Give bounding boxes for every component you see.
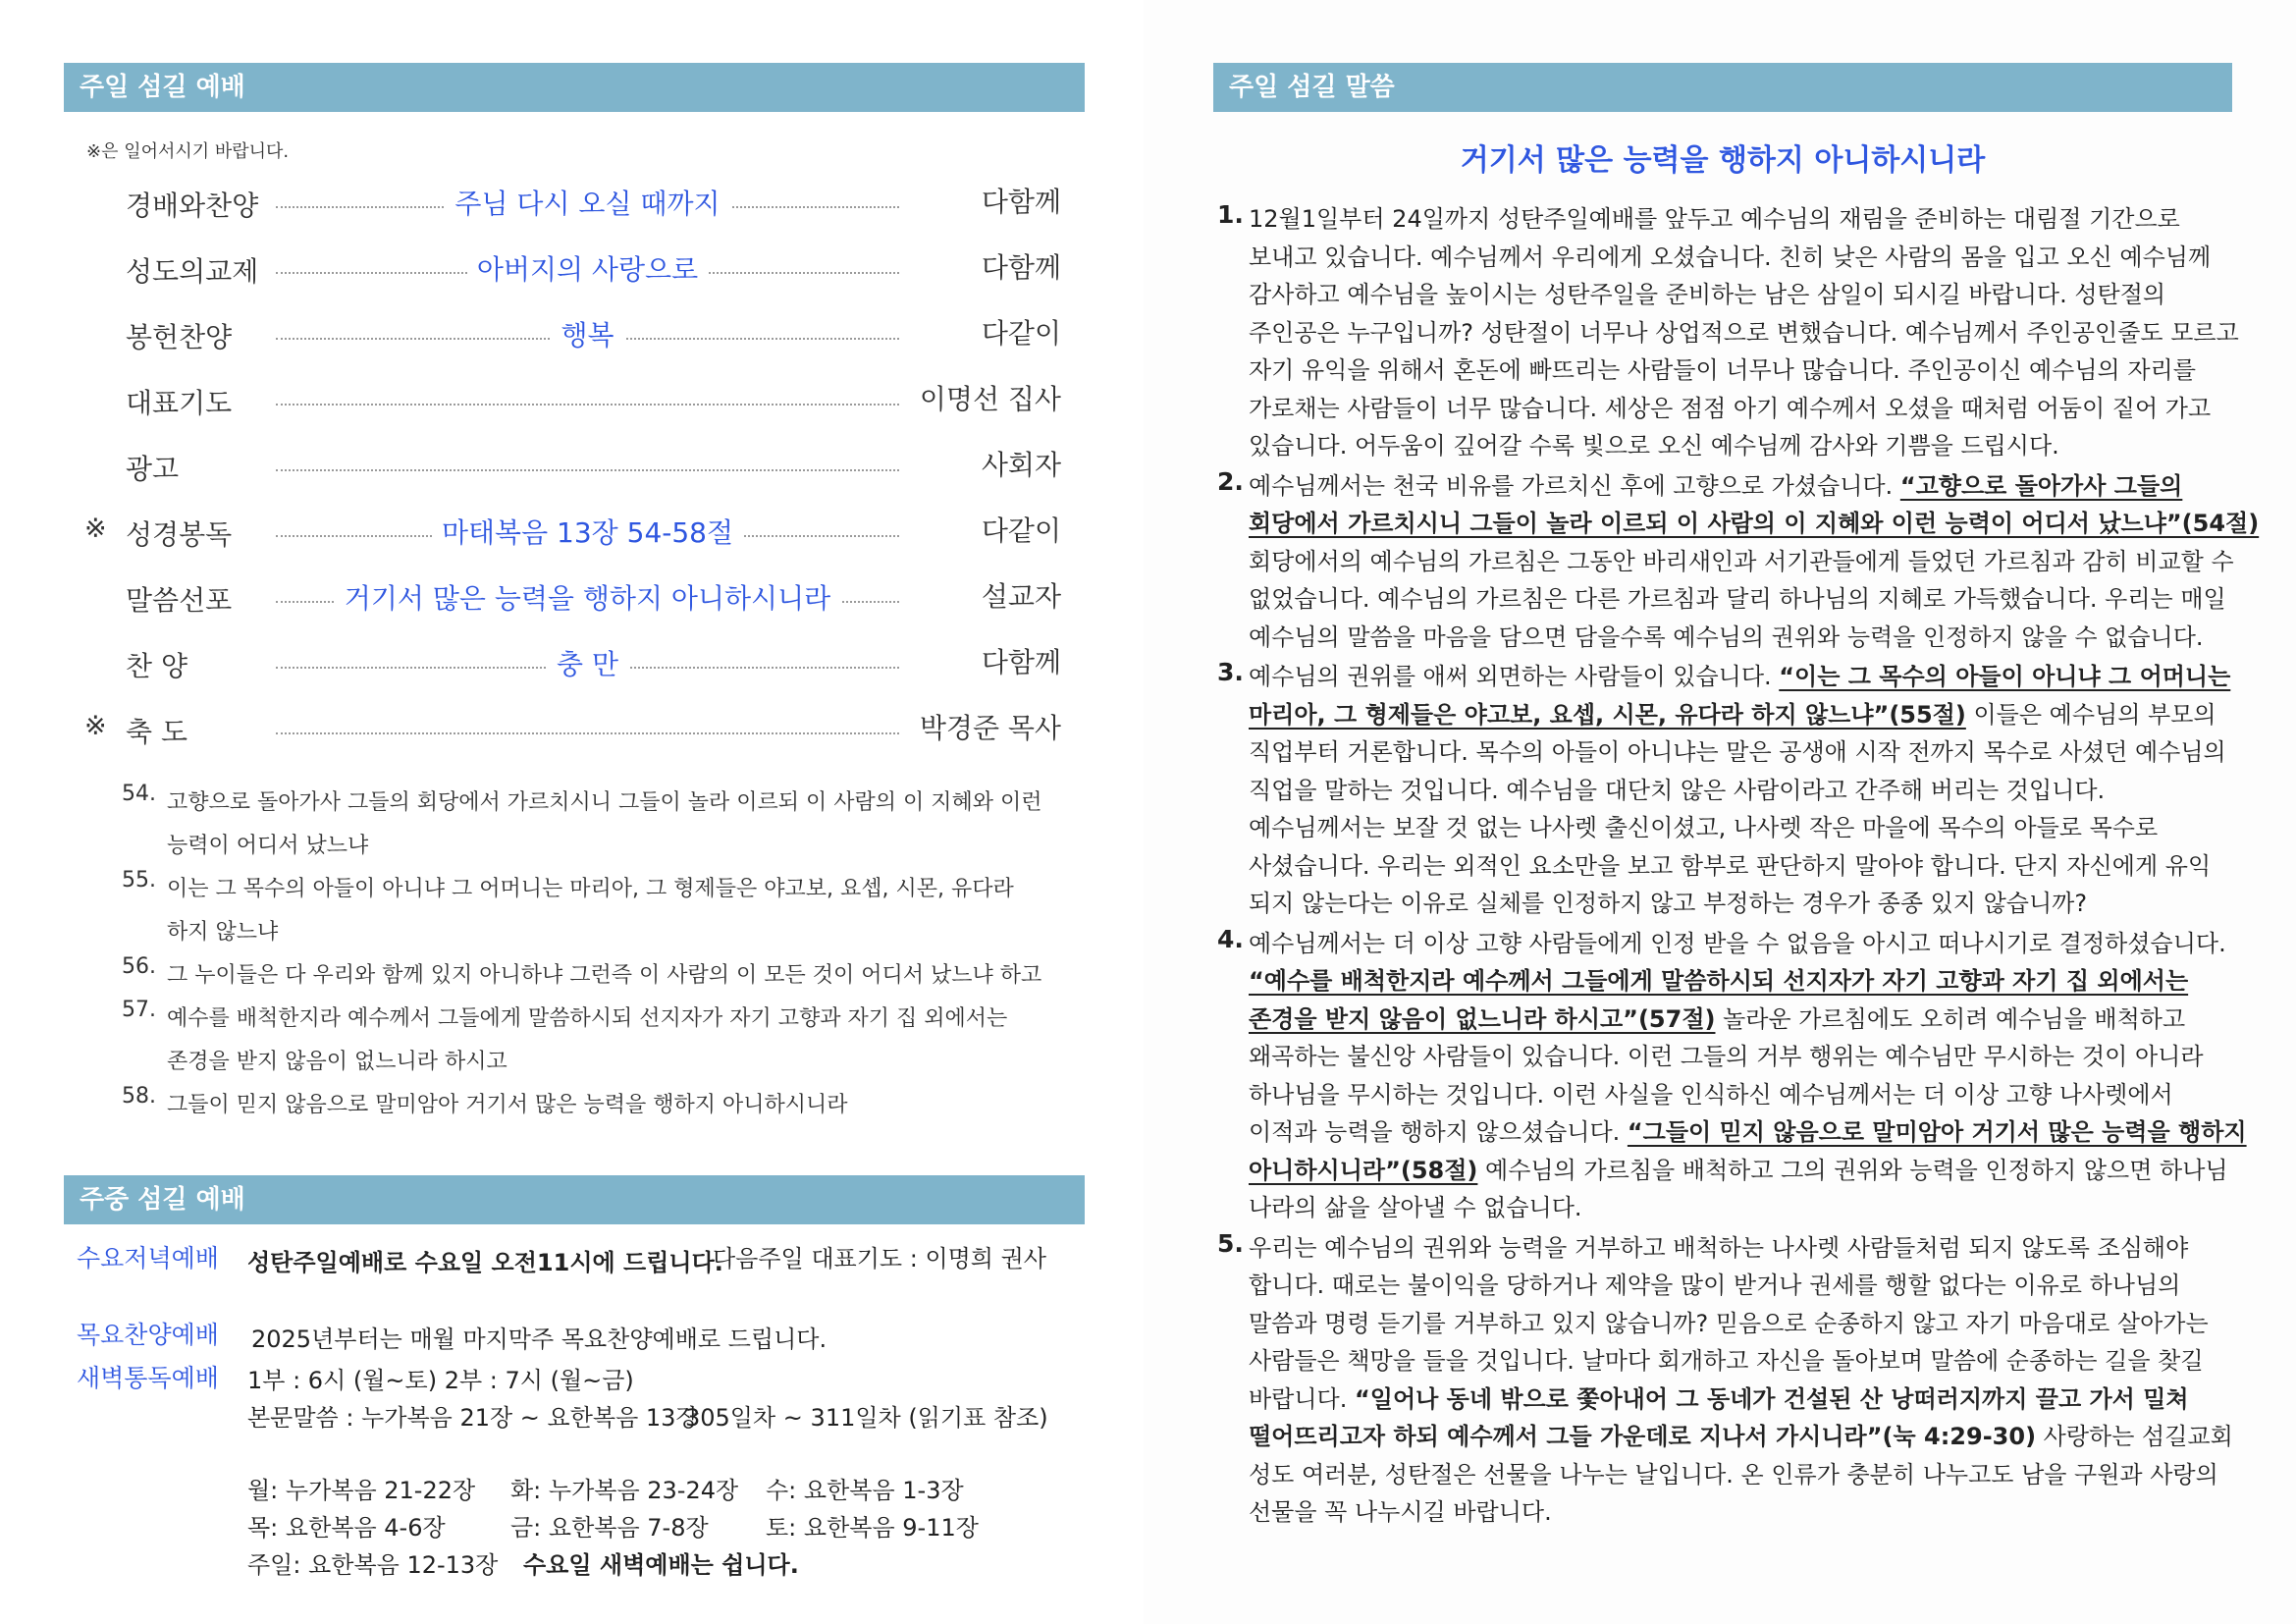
text-run: 말씀과 명령 듣기를 거부하고 있지 않습니까? 믿음으로 순종하지 않고 자기 마음대로 살아가는 — [1249, 1309, 2209, 1337]
paragraph-number: 1. — [1217, 200, 1244, 229]
paragraph-number: 2. — [1217, 466, 1244, 496]
dawn-service-time: 1부 : 6시 (월~토) 2부 : 7시 (월~금) — [247, 1367, 634, 1394]
verse-text — [167, 782, 1109, 868]
quote-text: 회당에서 가르치시니 그들이 놀라 이르되 이 사람의 이 지혜와 이런 능력이 어디서 났느냐”(54절) — [1249, 510, 2260, 537]
standing-mark: ※ — [84, 711, 107, 741]
order-title — [276, 314, 899, 353]
paragraph-line — [1249, 239, 2262, 277]
order-title — [276, 577, 899, 617]
paragraph-line — [1249, 809, 2262, 847]
verse-line: 고향으로 돌아가사 그들의 회당에서 가르치시니 그들이 놀라 이르되 이 사람의 이 지혜와 이런 — [167, 790, 1042, 815]
verse-line: 하지 않느냐 — [167, 920, 279, 945]
quote-text: 떨어뜨리고자 하되 예수께서 그들 가운데로 지나서 가시니라”(눅 4:29-30) — [1249, 1423, 2037, 1450]
order-item: 성경봉독 — [126, 518, 233, 551]
paragraph-line — [1249, 962, 2262, 1001]
dotted-leader — [276, 469, 899, 471]
verse-number: 58. — [122, 1084, 156, 1109]
order-row — [84, 312, 1061, 355]
thursday-service-text: 2025년부터는 매월 마지막주 목요찬양예배로 드립니다. — [251, 1326, 828, 1353]
verse-line: 존경을 받지 않음이 없느니라 하시고 — [167, 1050, 507, 1074]
text-run: 이적과 능력을 행하지 않으셨습니다. — [1249, 1118, 1628, 1146]
order-row — [84, 246, 1061, 290]
order-row — [84, 707, 1061, 750]
paragraph-line — [1249, 390, 2262, 428]
order-title — [276, 183, 899, 222]
verse-number: 57. — [122, 998, 156, 1022]
order-title-text: 주님 다시 오실 때까지 — [445, 188, 729, 220]
sermon-title: 거기서 많은 능력을 행하지 아니하시니라 — [1460, 143, 1986, 178]
text-run: 사람들은 책망을 들을 것입니다. 날마다 회개하고 자신을 돌아보며 말씀에 순종하는 길을 찾길 — [1249, 1347, 2204, 1375]
order-item: 대표기도 — [126, 387, 233, 419]
midweek-service-header: 주중 섬길 예배 — [64, 1175, 1085, 1224]
thursday-service-label: 목요찬양예배 — [77, 1321, 219, 1349]
verse-line: 그 누이들은 다 우리와 함께 있지 아니하냐 그런즉 이 사람의 이 모든 것이 어디서 났느냐 하고 — [167, 963, 1042, 988]
order-item: 경배와찬양 — [126, 189, 259, 222]
order-title-text: 거기서 많은 능력을 행하지 아니하시니라 — [335, 582, 840, 615]
paragraph-text — [1249, 925, 2262, 1227]
paragraph-line — [1249, 276, 2262, 314]
schedule-cell: 화: 누가복음 23-24장 — [510, 1477, 739, 1504]
paragraph-line — [1249, 619, 2262, 657]
order-row — [84, 510, 1061, 553]
order-title-text: 아버지의 사랑으로 — [467, 253, 708, 286]
paragraph-line — [1249, 772, 2262, 810]
paragraph-line — [1249, 1380, 2262, 1419]
text-run: 주인공은 누구입니까? 성탄절이 너무나 상업적으로 변했습니다. 예수님께서 주인공인줄도 모르고 — [1249, 318, 2239, 347]
verse-line: 예수를 배척한지라 예수께서 그들에게 말씀하시되 선지자가 자기 고향과 자기 집 외에서는 — [167, 1006, 1008, 1031]
sunday-service-header: 주일 섬길 예배 — [64, 63, 1085, 112]
order-row — [84, 378, 1061, 421]
quote-text: “일어나 동네 밖으로 쫓아내어 그 동네가 건설된 산 낭떠러지까지 끌고 가서 밀쳐 — [1355, 1384, 2189, 1413]
paragraph-text — [1249, 1229, 2262, 1532]
paragraph-line — [1249, 1113, 2262, 1152]
schedule-cell: 수: 요한복음 1-3장 — [766, 1477, 964, 1504]
quote-text: “이는 그 목수의 아들이 아니냐 그 어머니는 — [1779, 663, 2231, 690]
quote-text: “그들이 믿지 않음으로 말미암아 거기서 많은 능력을 행하지 — [1627, 1118, 2247, 1146]
order-item: 광고 — [126, 453, 180, 485]
order-performer: 다함께 — [981, 251, 1061, 284]
text-run: 감사하고 예수님을 높이시는 성탄주일을 준비하는 남은 삼일이 되시길 바랍니다. 성탄절의 — [1249, 281, 2166, 308]
schedule-cell: 목: 요한복음 4-6장 — [247, 1514, 446, 1542]
order-row — [84, 641, 1061, 684]
text-run: 없었습니다. 예수님의 가르침은 다른 가르침과 달리 하나님의 지혜로 가득했습니다. 우리는 매일 — [1249, 585, 2226, 613]
quote-text: “예수를 배척한지라 예수께서 그들에게 말씀하시되 선지자가 자기 고향과 자기 집 외에서는 — [1249, 967, 2189, 995]
paragraph-line — [1249, 1342, 2262, 1380]
order-performer: 다같이 — [981, 317, 1061, 350]
dotted-leader — [276, 732, 899, 734]
text-run: 되지 않는다는 이유로 실체를 인정하지 않고 부정하는 경우가 종종 있지 않습니까? — [1249, 890, 2088, 917]
order-item: 축 도 — [126, 716, 187, 748]
order-row — [84, 181, 1061, 224]
paragraph-text — [1249, 200, 2262, 465]
paragraph-line — [1249, 733, 2262, 772]
paragraph-line — [1249, 1493, 2262, 1532]
schedule-cell: 토: 요한복음 9-11장 — [766, 1514, 979, 1542]
paragraph-line — [1249, 925, 2262, 963]
paragraph-number: 4. — [1217, 924, 1244, 953]
order-performer: 다함께 — [981, 186, 1061, 218]
order-performer: 다같이 — [981, 514, 1061, 547]
text-run: 예수님의 권위를 애써 외면하는 사람들이 있습니다. — [1249, 663, 1780, 690]
text-run: 하나님을 무시하는 것입니다. 이런 사실을 인식하신 예수님께서는 더 이상 고향 나사렛에서 — [1249, 1080, 2173, 1109]
text-run: 있습니다. 어두움이 깊어갈 수록 빛으로 오신 예수님께 감사와 기쁨을 드립시다. — [1249, 432, 2059, 460]
paragraph-line — [1249, 1267, 2262, 1305]
paragraph-line — [1249, 352, 2262, 390]
wednesday-service-label: 수요저녁예배 — [77, 1244, 219, 1272]
verse-line: 능력이 어디서 났느냐 — [167, 834, 369, 858]
verse-text — [167, 998, 1109, 1084]
sermon-header: 주일 섬길 말씀 — [1213, 63, 2232, 112]
text-run: 회당에서의 예수님의 가르침은 그동안 바리새인과 서기관들에게 들었던 가르침과 감히 비교할 수 — [1249, 547, 2234, 575]
paragraph-line — [1249, 847, 2262, 886]
text-run: 사셨습니다. 우리는 외적인 요소만을 보고 함부로 판단하지 말아야 합니다. 단지 자신에게 유익 — [1249, 851, 2212, 880]
verse-number: 54. — [122, 782, 156, 806]
schedule-cell: 금: 요한복음 7-8장 — [510, 1514, 709, 1542]
paragraph-number: 3. — [1217, 658, 1244, 686]
paragraph-line — [1249, 1456, 2262, 1494]
wednesday-service-text: 성탄주일예배로 수요일 오전11시에 드립니다. — [247, 1249, 723, 1276]
paragraph-line — [1249, 200, 2262, 239]
paragraph-line — [1249, 467, 2262, 506]
text-run: 사랑하는 섬길교회 — [2036, 1423, 2233, 1450]
order-title-text: 마태복음 13장 54-58절 — [432, 516, 743, 549]
paragraph-line — [1249, 1076, 2262, 1114]
paragraph-line — [1249, 580, 2262, 619]
order-performer: 사회자 — [981, 449, 1061, 481]
order-item: 찬 양 — [126, 650, 187, 682]
text-run: 예수님의 말씀을 마음을 담으면 담을수록 예수님의 권위와 능력을 인정하지 않을 수 없습니다. — [1249, 623, 2204, 651]
order-item: 봉헌찬양 — [126, 321, 233, 353]
quote-text: 아니하시니라”(58절) — [1249, 1156, 1478, 1184]
verse-line: 그들이 믿지 않음으로 말미암아 거기서 많은 능력을 행하지 아니하시니라 — [167, 1093, 848, 1117]
text-run: 이들은 예수님의 부모의 — [1965, 700, 2216, 729]
dawn-service-label: 새벽통독예배 — [77, 1364, 219, 1392]
text-run: 나라의 삶을 살아낼 수 없습니다. — [1249, 1194, 1582, 1221]
verse-text — [167, 954, 1109, 998]
quote-text: 존경을 받지 않음이 없느니라 하시고”(57절) — [1249, 1004, 1716, 1033]
paragraph-line — [1249, 1038, 2262, 1076]
dawn-reading-days: 305일차 ~ 311일차 (읽기표 참조) — [685, 1404, 1048, 1432]
text-run: 직업을 말하는 것입니다. 예수님을 대단치 않은 사람이라고 간주해 버리는 것입니다. — [1249, 776, 2106, 804]
paragraph-line — [1249, 696, 2262, 734]
order-item: 성도의교제 — [126, 255, 259, 288]
verse-text — [167, 868, 1109, 954]
paragraph-number: 5. — [1217, 1228, 1244, 1258]
paragraph-line — [1249, 1189, 2262, 1227]
text-run: 예수님께서는 보잘 것 없는 나사렛 출신이셨고, 나사렛 작은 마을에 목수의 아들로 목수로 — [1249, 814, 2159, 841]
schedule-cell: 월: 누가복음 21-22장 — [247, 1477, 476, 1504]
text-run: 성도 여러분, 성탄절은 선물을 나누는 날입니다. 온 인류가 충분히 나누고도 남을 구원과 사랑의 — [1249, 1460, 2218, 1489]
order-performer: 다함께 — [981, 646, 1061, 678]
paragraph-text — [1249, 467, 2262, 657]
paragraph-line — [1249, 314, 2262, 352]
verse-number: 56. — [122, 954, 156, 979]
order-title — [276, 248, 899, 288]
dotted-leader — [276, 404, 899, 406]
text-run: 바랍니다. — [1249, 1384, 1355, 1413]
order-item: 말씀선포 — [126, 584, 233, 617]
text-run: 예수님의 가르침을 배척하고 그의 권위와 능력을 인정하지 않으면 하나님 — [1477, 1156, 2228, 1184]
verse-text — [167, 1084, 1109, 1127]
verse-number: 55. — [122, 868, 156, 893]
text-run: 가로채는 사람들이 너무 많습니다. 세상은 점점 아기 예수께서 오셨을 때처럼 어둠이 짙어 가고 — [1249, 394, 2212, 422]
verse-line: 이는 그 목수의 아들이 아니냐 그 어머니는 마리아, 그 형제들은 야고보, 요셉, 시몬, 유다라 — [167, 877, 1014, 901]
paragraph-line — [1249, 658, 2262, 696]
order-title-text: 충 만 — [547, 648, 628, 680]
order-title — [276, 643, 899, 682]
quote-text: “고향으로 돌아가사 그들의 — [1899, 471, 2183, 500]
schedule-cell: 수요일 새벽예배는 쉽니다. — [523, 1551, 799, 1579]
dawn-reading-range: 본문말씀 : 누가복음 21장 ~ 요한복음 13장 — [247, 1404, 699, 1432]
paragraph-line — [1249, 1001, 2262, 1039]
order-performer: 박경준 목사 — [919, 712, 1061, 744]
text-run: 우리는 예수님의 권위와 능력을 거부하고 배척하는 나사렛 사람들처럼 되지 않도록 조심해야 — [1249, 1233, 2189, 1262]
text-run: 예수님께서는 천국 비유를 가르치신 후에 고향으로 가셨습니다. — [1249, 471, 1900, 500]
order-row — [84, 575, 1061, 619]
paragraph-line — [1249, 1418, 2262, 1456]
order-performer: 설교자 — [981, 580, 1061, 613]
text-run: 자기 유익을 위해서 혼돈에 빠뜨리는 사람들이 너무나 많습니다. 주인공이신 예수님의 자리를 — [1249, 356, 2196, 384]
paragraph-line — [1249, 427, 2262, 465]
text-run: 합니다. 때로는 불이익을 당하거나 제약을 많이 받거나 권세를 행할 없다는 이유로 하나님의 — [1249, 1272, 2181, 1299]
text-run: 보내고 있습니다. 예수님께서 우리에게 오셨습니다. 친히 낮은 사람의 몸을 입고 오신 예수님께 — [1249, 243, 2212, 271]
text-run: 왜곡하는 불신앙 사람들이 있습니다. 이런 그들의 거부 행위는 예수님만 무시하는 것이 아니라 — [1249, 1043, 2204, 1070]
order-performer: 이명선 집사 — [919, 383, 1061, 415]
text-run: 12월1일부터 24일까지 성탄주일예배를 앞두고 예수님의 재림을 준비하는 대림절 기간으로 — [1249, 205, 2180, 233]
paragraph-line — [1249, 543, 2262, 581]
paragraph-line — [1249, 1152, 2262, 1190]
text-run: 선물을 꼭 나누시길 바랍니다. — [1249, 1498, 1552, 1526]
order-row — [84, 444, 1061, 487]
paragraph-text — [1249, 658, 2262, 923]
quote-text: 마리아, 그 형제들은 야고보, 요셉, 시몬, 유다라 하지 않느냐”(55절) — [1249, 700, 1966, 729]
next-prayer: 다음주일 대표기도 : 이명희 권사 — [713, 1245, 1046, 1272]
text-run: 예수님께서는 더 이상 고향 사람들에게 인정 받을 수 없음을 아시고 떠나시기로 결정하셨습니다. — [1249, 929, 2226, 957]
standing-mark: ※ — [84, 514, 107, 544]
schedule-cell: 주일: 요한복음 12-13장 — [247, 1551, 499, 1579]
text-run: 놀라운 가르침에도 오히려 예수님을 배척하고 — [1715, 1004, 2186, 1033]
text-run: 직업부터 거론합니다. 목수의 아들이 아니냐는 말은 공생애 시작 전까지 목수로 사셨던 예수님의 — [1249, 738, 2226, 766]
paragraph-line — [1249, 1229, 2262, 1268]
order-title-text: 행복 — [551, 319, 623, 352]
paragraph-line — [1249, 885, 2262, 923]
order-title — [276, 512, 899, 551]
standing-note: ※은 일어서시기 바랍니다. — [86, 141, 290, 162]
paragraph-line — [1249, 505, 2262, 543]
paragraph-line — [1249, 1305, 2262, 1343]
